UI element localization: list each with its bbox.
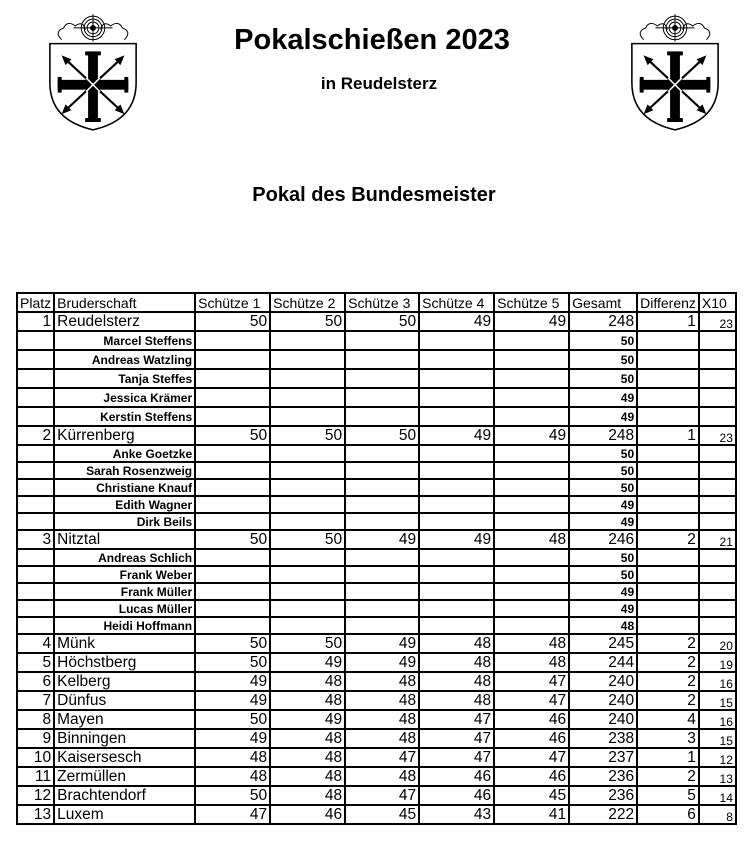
team-name-cell: Höchstberg (54, 653, 195, 672)
differenz-cell: 3 (637, 729, 699, 748)
differenz-cell: 1 (637, 312, 699, 331)
schuetze-4-cell: 48 (419, 691, 494, 710)
schuetze-1-cell: 47 (195, 805, 270, 824)
schuetze-2-cell: 48 (270, 691, 345, 710)
gesamt-cell: 222 (569, 805, 637, 824)
member-name-cell: Heidi Hoffmann (54, 617, 195, 634)
team-name-cell: Kelberg (54, 672, 195, 691)
column-header-schuetze-5: Schütze 5 (494, 293, 569, 312)
gesamt-cell: 246 (569, 530, 637, 549)
member-name-cell: Lucas Müller (54, 600, 195, 617)
schuetze-1-cell: 49 (195, 691, 270, 710)
member-row (17, 549, 736, 566)
team-name-cell: Münk (54, 634, 195, 653)
schuetze-4-cell: 46 (419, 767, 494, 786)
schuetze-4-cell: 47 (419, 748, 494, 767)
results-table (16, 292, 737, 825)
x10-cell: 15 (699, 691, 736, 710)
member-score-cell: 50 (569, 566, 637, 583)
schuetze-3-cell: 47 (345, 748, 419, 767)
member-score-cell: 48 (569, 617, 637, 634)
member-name-cell: Dirk Beils (54, 513, 195, 530)
member-row (17, 600, 736, 617)
member-name-cell: Jessica Krämer (54, 388, 195, 407)
team-name-cell: Zermüllen (54, 767, 195, 786)
gesamt-cell: 248 (569, 312, 637, 331)
schuetze-5-cell: 47 (494, 672, 569, 691)
member-name-cell: Frank Müller (54, 583, 195, 600)
member-score-cell: 50 (569, 549, 637, 566)
member-score-cell: 49 (569, 407, 637, 426)
gesamt-cell: 240 (569, 672, 637, 691)
schuetze-1-cell: 48 (195, 767, 270, 786)
document-title: Pokalschießen 2023 (234, 24, 510, 56)
member-name-cell: Kerstin Steffens (54, 407, 195, 426)
platz-cell: 8 (17, 710, 54, 729)
member-score-cell: 50 (569, 462, 637, 479)
team-row (17, 426, 736, 445)
gesamt-cell: 236 (569, 767, 637, 786)
schuetze-5-cell: 48 (494, 634, 569, 653)
schuetze-3-cell: 50 (345, 312, 419, 331)
differenz-cell: 2 (637, 691, 699, 710)
schuetze-3-cell: 48 (345, 691, 419, 710)
member-score-cell: 50 (569, 479, 637, 496)
member-name-cell: Sarah Rosenzweig (54, 462, 195, 479)
differenz-cell: 5 (637, 786, 699, 805)
column-header-gesamt: Gesamt (569, 293, 637, 312)
schuetze-2-cell: 46 (270, 805, 345, 824)
member-name-cell: Andreas Schlich (54, 549, 195, 566)
differenz-cell: 4 (637, 710, 699, 729)
member-row (17, 566, 736, 583)
member-score-cell: 50 (569, 369, 637, 388)
schuetze-4-cell: 46 (419, 786, 494, 805)
schuetze-4-cell: 47 (419, 729, 494, 748)
schuetze-5-cell: 46 (494, 710, 569, 729)
platz-cell: 12 (17, 786, 54, 805)
schuetze-2-cell: 48 (270, 672, 345, 691)
schuetze-5-cell: 48 (494, 530, 569, 549)
member-score-cell: 50 (569, 445, 637, 462)
platz-cell: 2 (17, 426, 54, 445)
column-header-x10: X10 (699, 293, 736, 312)
member-name-cell: Christiane Knauf (54, 479, 195, 496)
member-row (17, 331, 736, 350)
team-row (17, 805, 736, 824)
team-row (17, 653, 736, 672)
platz-cell: 1 (17, 312, 54, 331)
differenz-cell: 2 (637, 653, 699, 672)
schuetze-3-cell: 48 (345, 710, 419, 729)
member-score-cell: 49 (569, 388, 637, 407)
member-score-cell: 49 (569, 513, 637, 530)
gesamt-cell: 245 (569, 634, 637, 653)
schuetze-4-cell: 48 (419, 672, 494, 691)
differenz-cell: 2 (637, 634, 699, 653)
member-row (17, 407, 736, 426)
x10-cell: 12 (699, 748, 736, 767)
schuetze-5-cell: 48 (494, 653, 569, 672)
member-row (17, 445, 736, 462)
column-header-bruderschaft: Bruderschaft (54, 293, 195, 312)
member-row (17, 388, 736, 407)
x10-cell: 15 (699, 729, 736, 748)
differenz-cell: 2 (637, 672, 699, 691)
schuetze-3-cell: 48 (345, 767, 419, 786)
schuetze-4-cell: 49 (419, 530, 494, 549)
x10-cell: 23 (699, 312, 736, 331)
x10-cell: 16 (699, 672, 736, 691)
x10-cell: 20 (699, 634, 736, 653)
team-name-cell: Luxem (54, 805, 195, 824)
document-subtitle: in Reudelsterz (320, 74, 438, 93)
schuetze-5-cell: 45 (494, 786, 569, 805)
team-name-cell: Reudelsterz (54, 312, 195, 331)
gesamt-cell: 240 (569, 710, 637, 729)
member-row (17, 369, 736, 388)
schuetze-2-cell: 48 (270, 729, 345, 748)
differenz-cell: 2 (637, 530, 699, 549)
schuetze-1-cell: 50 (195, 426, 270, 445)
member-row (17, 513, 736, 530)
schuetze-2-cell: 48 (270, 786, 345, 805)
schuetze-3-cell: 49 (345, 530, 419, 549)
column-header-schuetze-2: Schütze 2 (270, 293, 345, 312)
differenz-cell: 1 (637, 748, 699, 767)
member-row (17, 350, 736, 369)
platz-cell: 6 (17, 672, 54, 691)
member-row (17, 479, 736, 496)
schuetze-3-cell: 49 (345, 653, 419, 672)
schuetze-2-cell: 50 (270, 634, 345, 653)
member-row (17, 462, 736, 479)
schuetze-4-cell: 43 (419, 805, 494, 824)
x10-cell: 14 (699, 786, 736, 805)
schuetze-2-cell: 49 (270, 710, 345, 729)
platz-cell: 5 (17, 653, 54, 672)
schuetze-1-cell: 50 (195, 530, 270, 549)
member-name-cell: Tanja Steffes (54, 369, 195, 388)
schuetze-3-cell: 45 (345, 805, 419, 824)
member-row (17, 617, 736, 634)
schuetze-5-cell: 46 (494, 729, 569, 748)
schuetze-3-cell: 48 (345, 729, 419, 748)
table-header-row (17, 293, 736, 312)
platz-cell: 11 (17, 767, 54, 786)
platz-cell: 7 (17, 691, 54, 710)
member-row (17, 583, 736, 600)
schuetze-1-cell: 50 (195, 786, 270, 805)
schuetze-1-cell: 50 (195, 634, 270, 653)
member-score-cell: 50 (569, 350, 637, 369)
schuetze-5-cell: 46 (494, 767, 569, 786)
x10-cell: 19 (699, 653, 736, 672)
team-row (17, 691, 736, 710)
column-header-platz: Platz (17, 293, 54, 312)
schuetze-5-cell: 49 (494, 426, 569, 445)
team-name-cell: Kürrenberg (54, 426, 195, 445)
schuetze-3-cell: 48 (345, 672, 419, 691)
member-name-cell: Frank Weber (54, 566, 195, 583)
member-score-cell: 50 (569, 331, 637, 350)
member-name-cell: Andreas Watzling (54, 350, 195, 369)
schuetze-2-cell: 50 (270, 426, 345, 445)
differenz-cell: 1 (637, 426, 699, 445)
team-name-cell: Kaisersesch (54, 748, 195, 767)
gesamt-cell: 240 (569, 691, 637, 710)
gesamt-cell: 238 (569, 729, 637, 748)
platz-cell: 13 (17, 805, 54, 824)
x10-cell: 13 (699, 767, 736, 786)
x10-cell: 8 (699, 805, 736, 824)
schuetze-5-cell: 41 (494, 805, 569, 824)
differenz-cell: 6 (637, 805, 699, 824)
schuetze-1-cell: 50 (195, 653, 270, 672)
schuetze-1-cell: 49 (195, 729, 270, 748)
schuetze-1-cell: 49 (195, 672, 270, 691)
team-row (17, 634, 736, 653)
platz-cell: 3 (17, 530, 54, 549)
platz-cell: 4 (17, 634, 54, 653)
schuetze-1-cell: 48 (195, 748, 270, 767)
team-row (17, 530, 736, 549)
team-row (17, 748, 736, 767)
schuetze-3-cell: 50 (345, 426, 419, 445)
team-row (17, 729, 736, 748)
gesamt-cell: 248 (569, 426, 637, 445)
competition-title: Pokal des Bundesmeister (252, 184, 496, 206)
schuetze-4-cell: 49 (419, 312, 494, 331)
member-score-cell: 49 (569, 600, 637, 617)
x10-cell: 23 (699, 426, 736, 445)
schuetze-2-cell: 50 (270, 530, 345, 549)
schuetze-1-cell: 50 (195, 312, 270, 331)
column-header-schuetze-3: Schütze 3 (345, 293, 419, 312)
gesamt-cell: 237 (569, 748, 637, 767)
team-row (17, 767, 736, 786)
team-row (17, 312, 736, 331)
team-name-cell: Mayen (54, 710, 195, 729)
team-row (17, 672, 736, 691)
team-name-cell: Binningen (54, 729, 195, 748)
team-row (17, 710, 736, 729)
schuetze-2-cell: 50 (270, 312, 345, 331)
schuetze-4-cell: 48 (419, 653, 494, 672)
gesamt-cell: 244 (569, 653, 637, 672)
differenz-cell: 2 (637, 767, 699, 786)
member-row (17, 496, 736, 513)
schuetze-4-cell: 48 (419, 634, 494, 653)
member-score-cell: 49 (569, 496, 637, 513)
schuetze-1-cell: 50 (195, 710, 270, 729)
schuetze-3-cell: 47 (345, 786, 419, 805)
member-name-cell: Anke Goetzke (54, 445, 195, 462)
column-header-schuetze-1: Schütze 1 (195, 293, 270, 312)
gesamt-cell: 236 (569, 786, 637, 805)
team-name-cell: Dünfus (54, 691, 195, 710)
member-score-cell: 49 (569, 583, 637, 600)
schuetze-5-cell: 47 (494, 691, 569, 710)
column-header-schuetze-4: Schütze 4 (419, 293, 494, 312)
platz-cell: 10 (17, 748, 54, 767)
schuetze-3-cell: 49 (345, 634, 419, 653)
platz-cell: 9 (17, 729, 54, 748)
member-name-cell: Edith Wagner (54, 496, 195, 513)
schuetze-4-cell: 49 (419, 426, 494, 445)
team-name-cell: Nitztal (54, 530, 195, 549)
column-header-differenz: Differenz (637, 293, 699, 312)
schuetze-5-cell: 47 (494, 748, 569, 767)
x10-cell: 16 (699, 710, 736, 729)
x10-cell: 21 (699, 530, 736, 549)
schuetze-2-cell: 49 (270, 653, 345, 672)
team-name-cell: Brachtendorf (54, 786, 195, 805)
schuetze-2-cell: 48 (270, 767, 345, 786)
team-row (17, 786, 736, 805)
member-name-cell: Marcel Steffens (54, 331, 195, 350)
schuetze-5-cell: 49 (494, 312, 569, 331)
schuetze-2-cell: 48 (270, 748, 345, 767)
schuetze-4-cell: 47 (419, 710, 494, 729)
